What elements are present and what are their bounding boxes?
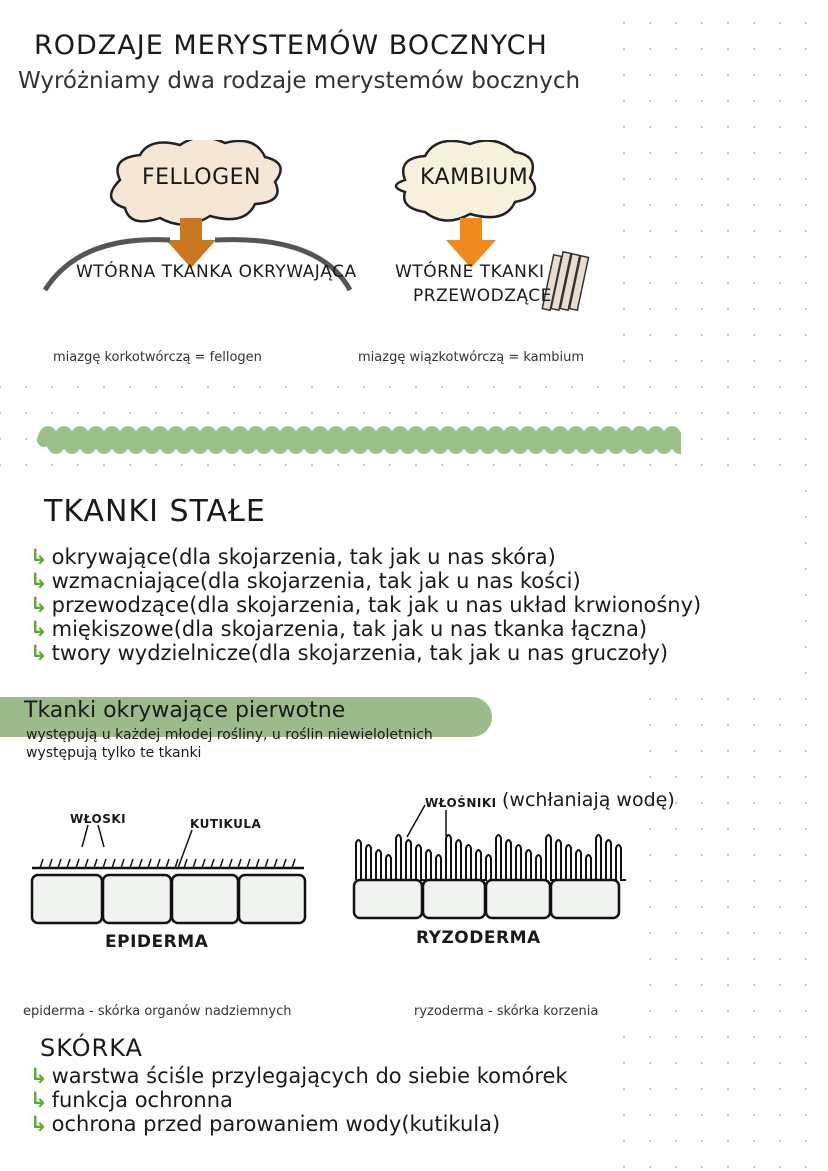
- arrow-right-icon: ↳: [30, 1088, 48, 1112]
- ryzoderma-label: RYZODERMA: [416, 928, 541, 948]
- page-title: RODZAJE MERYSTEMÓW BOCZNYCH: [34, 30, 548, 61]
- note-line-1: występują u każdej młodej rośliny, u roślin niewieloletnich: [26, 727, 433, 743]
- tkanki-stale-list: [30, 545, 701, 665]
- arrow-down-icon: [166, 218, 216, 268]
- arrow-right-icon: ↳: [30, 617, 48, 641]
- fellogen-result: WTÓRNA TKANKA OKRYWAJĄCA: [76, 262, 357, 282]
- arrow-right-icon: ↳: [30, 1112, 48, 1136]
- kambium-caption: miazgę wiązkotwórczą = kambium: [358, 350, 585, 365]
- ryzoderma-drawing: [354, 805, 626, 918]
- arrow-right-icon: ↳: [30, 545, 48, 569]
- kutikula-label: KUTIKULA: [190, 817, 262, 831]
- arrow-right-icon: ↳: [30, 1064, 48, 1088]
- epiderma-label: EPIDERMA: [105, 932, 209, 952]
- arrow-right-icon: ↳: [30, 593, 48, 617]
- list-item: ↳ miękiszowe(dla skojarzenia, tak jak u nas tkanka łączna): [30, 617, 648, 641]
- arrow-down-icon: [446, 218, 496, 268]
- arrow-right-icon: ↳: [30, 641, 48, 665]
- epiderma-drawing: [32, 825, 305, 923]
- kambium-result-2: PRZEWODZĄCE: [413, 286, 552, 306]
- skorka-list: [30, 1064, 568, 1136]
- arrow-right-icon: ↳: [30, 569, 48, 593]
- section-title-skorka: SKÓRKA: [40, 1034, 143, 1062]
- list-item: ↳ ochrona przed parowaniem wody(kutikula): [30, 1112, 501, 1136]
- section-title-tkanki-stale: TKANKI STAŁE: [44, 494, 266, 529]
- list-item: ↳ wzmacniające(dla skojarzenia, tak jak u nas kości): [30, 569, 581, 593]
- wave-divider: [36, 418, 681, 462]
- wloski-label: WŁOSKI: [70, 812, 127, 826]
- note-line-2: występują tylko te tkanki: [26, 745, 202, 761]
- fellogen-caption: miazgę korkotwórczą = fellogen: [53, 350, 262, 365]
- ryzoderma-caption: ryzoderma - skórka korzenia: [414, 1004, 599, 1019]
- list-item: ↳ warstwa ściśle przylegających do siebie komórek: [30, 1064, 568, 1088]
- wlosniki-label: WŁOŚNIKI: [425, 796, 497, 810]
- section-title-okrywajace: Tkanki okrywające pierwotne: [24, 698, 346, 723]
- list-item: ↳ okrywające(dla skojarzenia, tak jak u nas skóra): [30, 545, 556, 569]
- list-item: ↳ funkcja ochronna: [30, 1088, 233, 1112]
- list-item: ↳ twory wydzielnicze(dla skojarzenia, tak jak u nas gruczoły): [30, 641, 669, 665]
- wlosniki-note: (wchłaniają wodę): [502, 789, 675, 811]
- subtitle: Wyróżniamy dwa rodzaje merystemów bocznych: [18, 68, 581, 94]
- epiderma-caption: epiderma - skórka organów nadziemnych: [23, 1004, 292, 1019]
- kambium-result-1: WTÓRNE TKANKI: [395, 262, 545, 282]
- fellogen-label: FELLOGEN: [142, 165, 262, 190]
- list-item: ↳ przewodzące(dla skojarzenia, tak jak u nas układ krwionośny): [30, 593, 702, 617]
- kambium-label: KAMBIUM: [420, 165, 529, 190]
